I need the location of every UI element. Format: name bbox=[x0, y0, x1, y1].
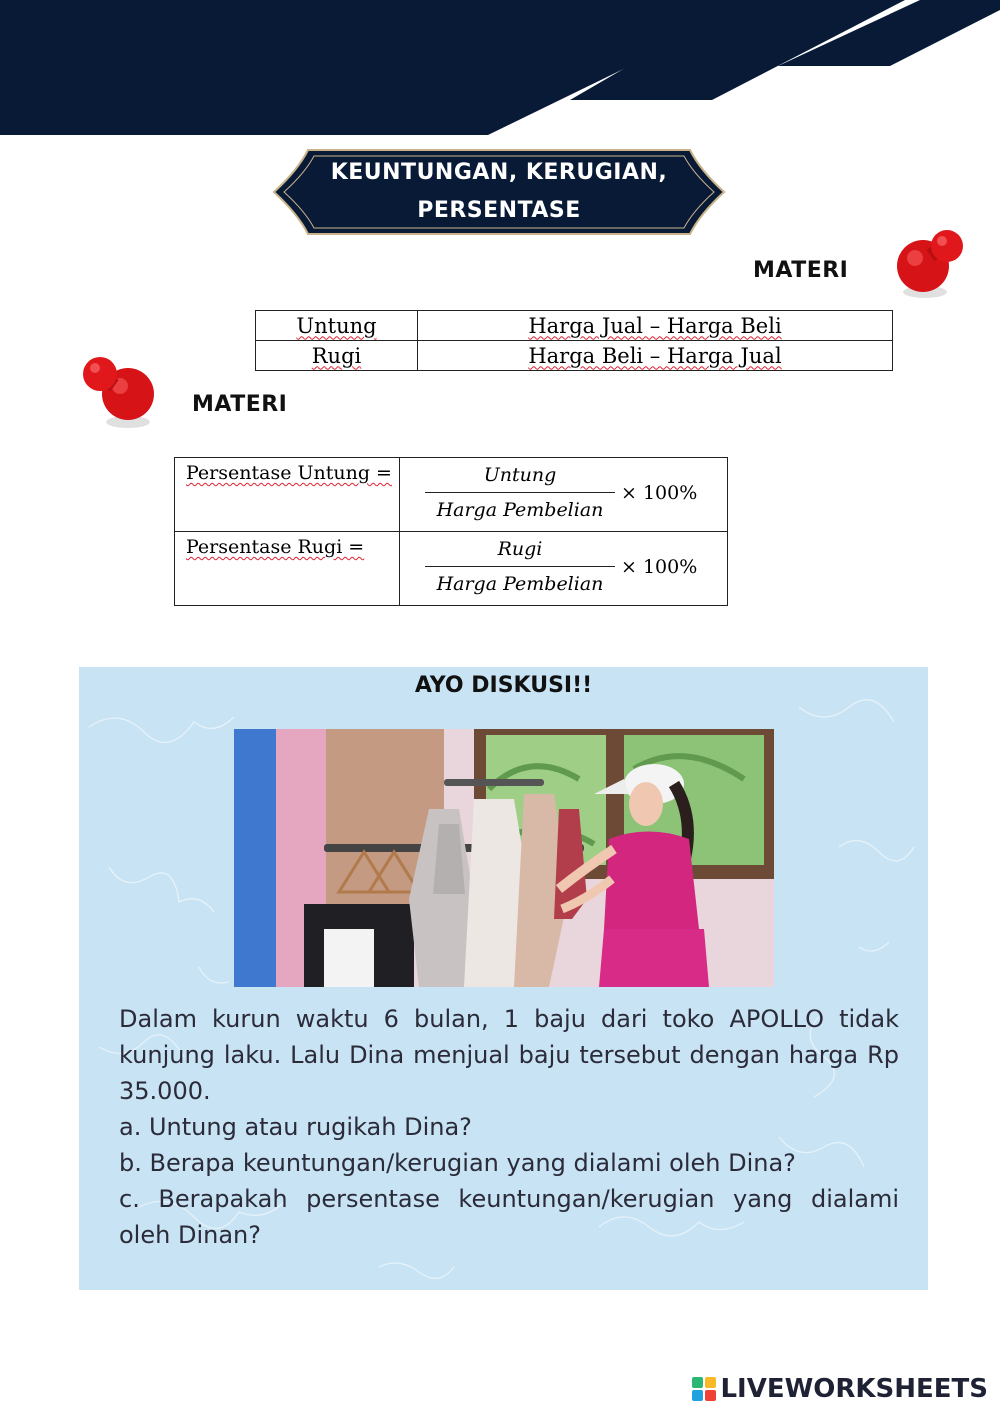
term-untung: Untung bbox=[296, 313, 377, 338]
multiplier: × 100% bbox=[621, 481, 698, 504]
formula-rugi: Harga Beli – Harga Jual bbox=[528, 343, 782, 368]
formula-cell bbox=[418, 341, 893, 371]
section2-heading: MATERI bbox=[192, 392, 288, 417]
question-a: a. Untung atau rugikah Dina? bbox=[119, 1113, 472, 1141]
fraction bbox=[425, 538, 615, 595]
discussion-title: AYO DISKUSI!! bbox=[414, 673, 593, 698]
liveworksheets-logo[interactable] bbox=[692, 1374, 988, 1404]
title-line-2: PERSENTASE bbox=[417, 198, 581, 223]
formula-cell bbox=[418, 311, 893, 341]
logo-text: LIVEWORKSHEETS bbox=[720, 1374, 988, 1404]
table-row bbox=[256, 341, 893, 371]
term-cell bbox=[256, 311, 418, 341]
title-banner bbox=[268, 146, 730, 238]
profit-loss-table bbox=[255, 310, 893, 371]
fraction-denominator: Harga Pembelian bbox=[436, 573, 604, 595]
push-pin-icon bbox=[76, 352, 160, 432]
header-band bbox=[0, 0, 1000, 135]
percentage-table bbox=[174, 457, 728, 606]
logo-mark-icon bbox=[692, 1377, 716, 1401]
term-cell bbox=[256, 341, 418, 371]
fraction-numerator: Untung bbox=[483, 464, 557, 486]
percentage-profit-label: Persentase Untung = bbox=[186, 462, 392, 484]
fraction-numerator: Rugi bbox=[497, 538, 543, 560]
title-line-1: KEUNTUNGAN, KERUGIAN, bbox=[330, 160, 668, 185]
formula-cell bbox=[400, 532, 728, 606]
fraction-denominator: Harga Pembelian bbox=[436, 499, 604, 521]
table-row bbox=[175, 532, 728, 606]
section1-heading: MATERI bbox=[753, 258, 849, 283]
formula-untung: Harga Jual – Harga Beli bbox=[528, 313, 782, 338]
label-cell bbox=[175, 458, 400, 532]
label-cell bbox=[175, 532, 400, 606]
push-pin-icon bbox=[893, 226, 973, 302]
clothes-rack-photo bbox=[234, 729, 774, 987]
question-text bbox=[119, 1001, 899, 1253]
term-rugi: Rugi bbox=[311, 343, 362, 368]
multiplier: × 100% bbox=[621, 555, 698, 578]
question-b: b. Berapa keuntungan/kerugian yang dialami oleh Dina? bbox=[119, 1149, 796, 1177]
percentage-loss-label: Persentase Rugi = bbox=[186, 536, 365, 558]
fraction bbox=[425, 464, 615, 521]
table-row bbox=[256, 311, 893, 341]
formula-cell bbox=[400, 458, 728, 532]
question-paragraph: Dalam kurun waktu 6 bulan, 1 baju dari toko APOLLO tidak kunjung laku. Lalu Dina menjual baju tersebut dengan harga Rp 35.000. bbox=[119, 1005, 899, 1105]
discussion-panel bbox=[79, 667, 928, 1290]
table-row bbox=[175, 458, 728, 532]
question-c: c. Berapakah persentase keuntungan/kerugian yang dialami oleh Dinan? bbox=[119, 1185, 899, 1249]
